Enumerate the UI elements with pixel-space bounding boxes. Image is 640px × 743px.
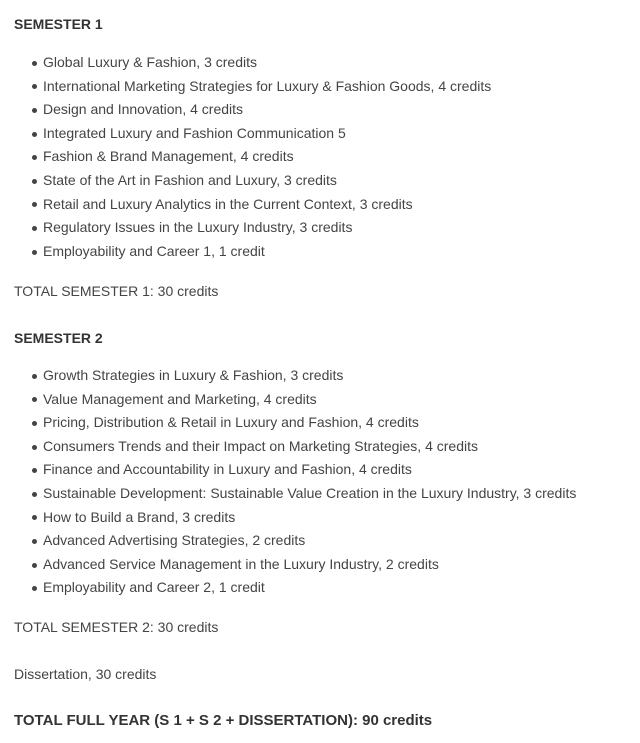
course-label: Integrated Luxury and Fashion Communication 5 bbox=[43, 124, 346, 141]
bullet-icon bbox=[32, 108, 37, 113]
list-item bbox=[14, 388, 576, 412]
course-label: Employability and Career 2, 1 credit bbox=[43, 579, 265, 596]
bullet-icon bbox=[32, 539, 37, 544]
dissertation-credits: Dissertation, 30 credits bbox=[14, 666, 157, 682]
bullet-icon bbox=[32, 202, 37, 207]
list-item bbox=[14, 122, 491, 146]
course-label: Pricing, Distribution & Retail in Luxury and Fashion, 4 credits bbox=[43, 414, 419, 431]
semester-2-heading: SEMESTER 2 bbox=[14, 330, 103, 346]
bullet-icon bbox=[32, 61, 37, 66]
full-year-total: TOTAL FULL YEAR (S 1 + S 2 + DISSERTATION): 90 credits bbox=[14, 712, 433, 729]
list-item bbox=[14, 529, 576, 553]
course-label: Finance and Accountability in Luxury and Fashion, 4 credits bbox=[43, 461, 412, 478]
bullet-icon bbox=[32, 445, 37, 450]
list-item bbox=[14, 553, 576, 577]
course-label: Advanced Service Management in the Luxury Industry, 2 credits bbox=[43, 555, 439, 572]
bullet-icon bbox=[32, 250, 37, 255]
list-item bbox=[14, 216, 491, 240]
course-label: Consumers Trends and their Impact on Marketing Strategies, 4 credits bbox=[43, 437, 478, 454]
bullet-icon bbox=[32, 563, 37, 568]
list-item bbox=[14, 98, 491, 122]
course-label: Advanced Advertising Strategies, 2 credits bbox=[43, 532, 306, 549]
bullet-icon bbox=[32, 374, 37, 379]
bullet-icon bbox=[32, 155, 37, 160]
list-item bbox=[14, 75, 491, 99]
semester-2-total: TOTAL SEMESTER 2: 30 credits bbox=[14, 619, 219, 635]
course-label: Fashion & Brand Management, 4 credits bbox=[43, 148, 294, 165]
list-item bbox=[14, 51, 491, 75]
course-label: Growth Strategies in Luxury & Fashion, 3 credits bbox=[43, 367, 344, 383]
list-item bbox=[14, 364, 576, 388]
course-label: Sustainable Development: Sustainable Value Creation in the Luxury Industry, 3 credits bbox=[43, 484, 577, 501]
list-item bbox=[14, 458, 576, 482]
course-label: Employability and Career 1, 1 credit bbox=[43, 242, 265, 259]
course-label: Retail and Luxury Analytics in the Current Context, 3 credits bbox=[43, 195, 413, 212]
list-item bbox=[14, 482, 576, 506]
list-item bbox=[14, 411, 576, 435]
bullet-icon bbox=[32, 84, 37, 89]
semester-1-heading: SEMESTER 1 bbox=[14, 16, 103, 32]
semester-1-course-list bbox=[14, 51, 491, 263]
bullet-icon bbox=[32, 226, 37, 231]
list-item bbox=[14, 506, 576, 530]
semester-1-total: TOTAL SEMESTER 1: 30 credits bbox=[14, 283, 219, 299]
course-label: Regulatory Issues in the Luxury Industry, 3 credits bbox=[43, 219, 353, 236]
list-item bbox=[14, 240, 491, 264]
semester-2-course-list bbox=[14, 364, 576, 600]
course-label: Global Luxury & Fashion, 3 credits bbox=[43, 54, 257, 70]
list-item bbox=[14, 435, 576, 459]
list-item bbox=[14, 145, 491, 169]
course-label: International Marketing Strategies for Luxury & Fashion Goods, 4 credits bbox=[43, 77, 492, 94]
list-item bbox=[14, 169, 491, 193]
bullet-icon bbox=[32, 515, 37, 520]
bullet-icon bbox=[32, 179, 37, 184]
bullet-icon bbox=[32, 586, 37, 591]
course-label: How to Build a Brand, 3 credits bbox=[43, 508, 236, 525]
bullet-icon bbox=[32, 492, 37, 497]
course-label: State of the Art in Fashion and Luxury, 3 credits bbox=[43, 171, 337, 188]
bullet-icon bbox=[32, 421, 37, 426]
course-label: Design and Innovation, 4 credits bbox=[43, 101, 244, 118]
bullet-icon bbox=[32, 397, 37, 402]
list-item bbox=[14, 193, 491, 217]
bullet-icon bbox=[32, 132, 37, 137]
course-label: Value Management and Marketing, 4 credits bbox=[43, 390, 317, 407]
bullet-icon bbox=[32, 468, 37, 473]
list-item bbox=[14, 576, 576, 600]
